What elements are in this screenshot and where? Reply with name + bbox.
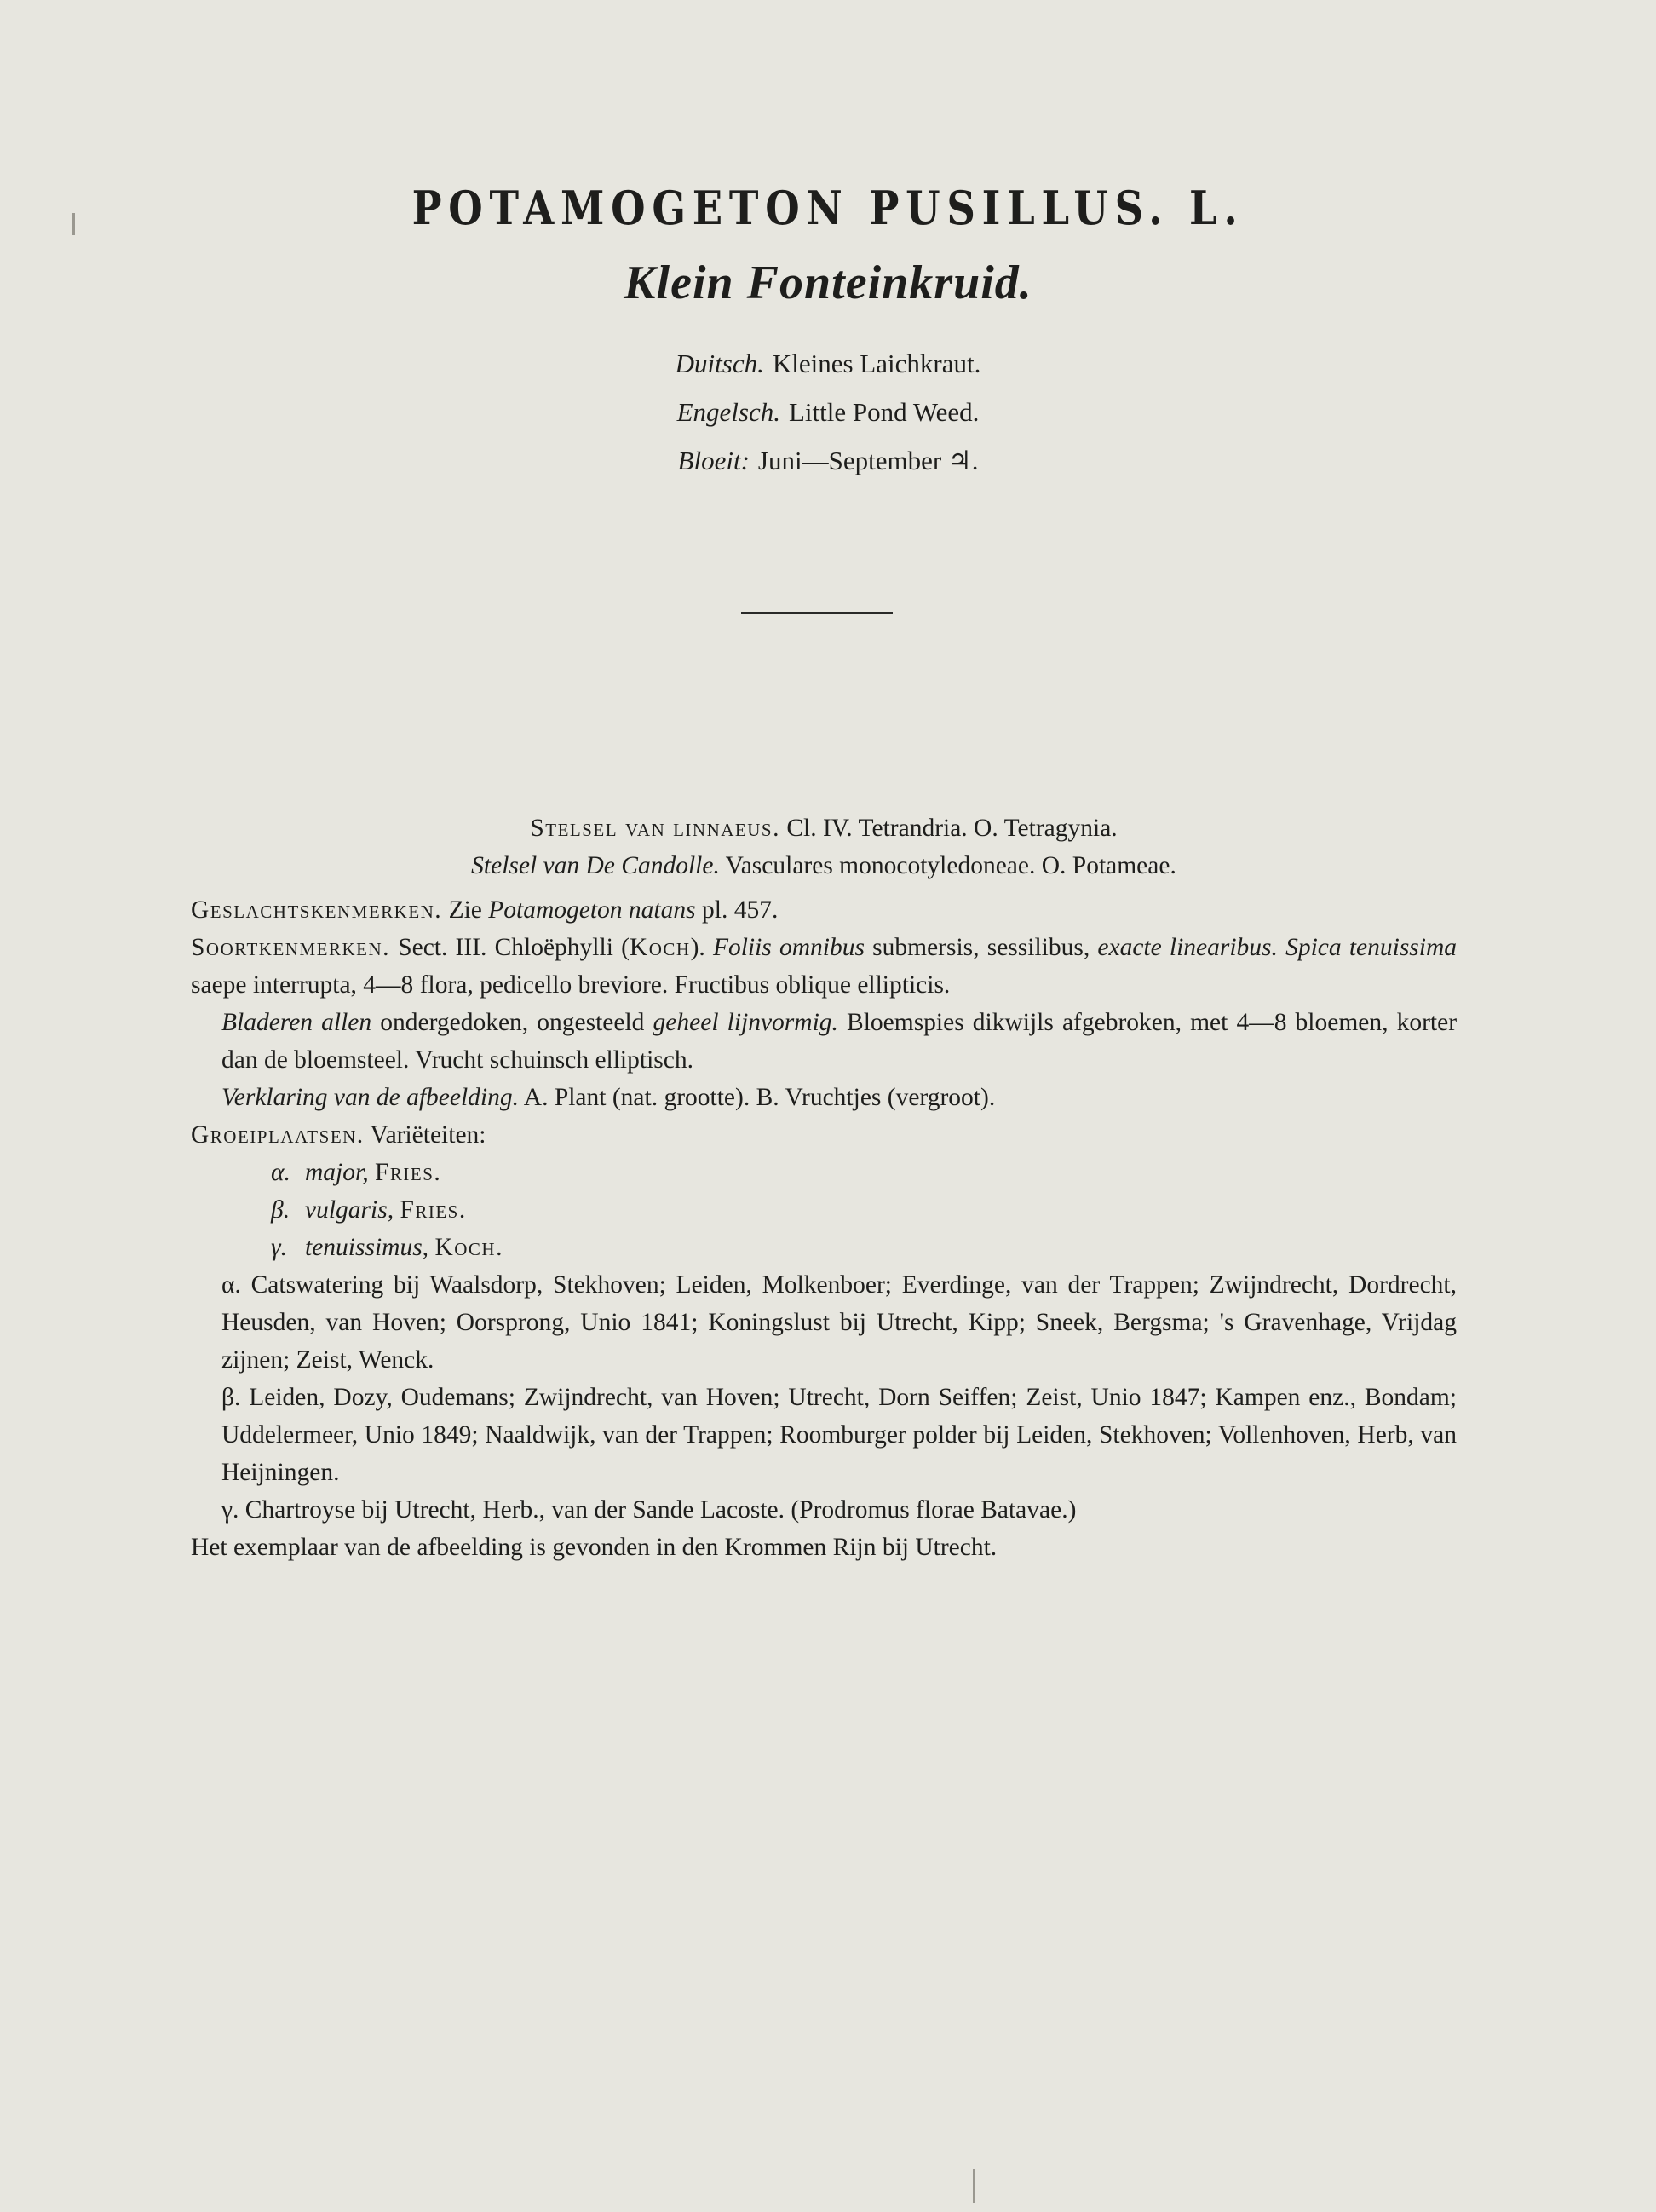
dutch-name: Klein Fonteinkruid. bbox=[624, 256, 1032, 309]
localities-gamma: γ. Chartroyse bij Utrecht, Herb., van der Sande Lacoste. (Prodromus florae Batavae.) bbox=[221, 1496, 1077, 1524]
margin-mark bbox=[973, 2169, 975, 2203]
stelsel-linnaeus: Stelsel van linnaeus. Cl. IV. Tetrandria. O. Tetragynia. bbox=[530, 815, 1118, 842]
closing-note: Het exemplaar van de afbeelding is gevonden in den Krommen Rijn bij Utrecht. bbox=[191, 1534, 998, 1561]
bladeren-description: Bladeren allen ondergedoken, ongesteeld geheel lijnvormig. Bloemspies dikwijls afgebroken, met 4—8 bloemen, korter dan de bloemsteel. Vrucht schuinsch elliptisch. bbox=[221, 1009, 1458, 1074]
species-title: POTAMOGETON PUSILLUS. L. bbox=[411, 181, 1245, 235]
english-name: Engelsch. Little Pond Weed. bbox=[676, 397, 980, 427]
soortkenmerken: Soortkenmerken. Sect. III. Chloëphylli (Koch). Foliis omnibus submersis, sessilibus, exacte linearibus. Spica tenuissima saepe interrupta, 4—8 flora, pedicello breviore. Fructibus oblique ellipticis. bbox=[191, 934, 1458, 999]
groeiplaatsen: Groeiplaatsen. Variëteiten: bbox=[191, 1121, 486, 1149]
figure-explanation: Verklaring van de afbeelding. A. Plant (nat. grootte). B. Vruchtjes (vergroot). bbox=[221, 1084, 996, 1111]
variety-item: β. vulgaris, Fries. bbox=[271, 1196, 467, 1224]
divider-rule bbox=[741, 612, 893, 614]
description-body bbox=[191, 809, 1457, 1566]
flowering-period: Bloeit: Juni—September ♃. bbox=[677, 446, 979, 475]
german-name: Duitsch. Kleines Laichkraut. bbox=[675, 349, 981, 378]
localities-beta: β. Leiden, Dozy, Oudemans; Zwijndrecht, van Hoven; Utrecht, Dorn Seiffen; Zeist, Unio 1847; Kampen enz., Bondam; Uddelermeer, Unio 1849; Naaldwijk, van der Trappen; Roomburger polder bij Leiden, Stekhoven; Vollenhoven, Herb, van Heijningen. bbox=[221, 1384, 1457, 1486]
margin-mark bbox=[72, 213, 75, 235]
common-names bbox=[0, 339, 1656, 485]
stelsel-candolle: Stelsel van De Candolle. Vasculares monocotyledoneae. O. Potameae. bbox=[471, 852, 1176, 879]
geslachtskenmerken: Geslachtskenmerken. Zie Potamogeton natans pl. 457. bbox=[191, 896, 779, 924]
localities-alpha: α. Catswatering bij Waalsdorp, Stekhoven; Leiden, Molkenboer; Everdinge, van der Trappen; Zwijndrecht, Dordrecht, Heusden, van Hoven; Oorsprong, Unio 1841; Koningslust bij Utrecht, Kipp; Sneek, Bergsma; 's Gravenhage, Vrijdag zijnen; Zeist, Wenck. bbox=[221, 1271, 1457, 1374]
variety-item: α. major, Fries. bbox=[271, 1159, 442, 1186]
variety-item: γ. tenuissimus, Koch. bbox=[271, 1234, 503, 1261]
